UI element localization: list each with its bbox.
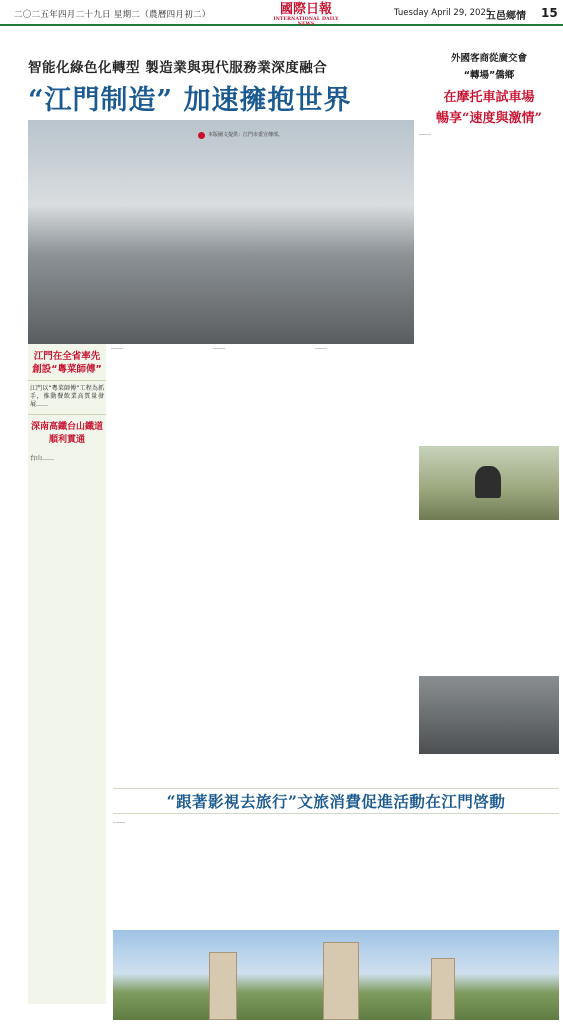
main-headline: “江門制造” 加速擁抱世界 [28,85,352,116]
sidebar-headline: 江門在全省率先創設“粵菜師傅” [28,344,106,381]
section-name: 五邑鄉情 [486,11,526,22]
bottom-headline: “跟著影視去旅行”文旅消費促進活動在江門啓動 [166,792,506,811]
date-cn: 二〇二五年四月二十九日 星期二（農曆四月初二） [14,10,211,20]
sidebar-body: 江門以“粵菜師傅”工程為抓手，推動餐飲業高質量發展…… [30,385,104,409]
riders-photo [419,676,559,754]
article-column-2: …… [213,344,225,351]
article-column-1: …… [111,344,123,351]
hero-photo [28,120,414,344]
bottom-article-body: …… [113,818,125,825]
right-article-header [419,50,559,126]
left-sidebar [28,344,106,1004]
page-header [0,0,563,26]
newspaper-logo: 國際日報 INTERNATIONAL DAILY NEWS [273,2,339,27]
watchtower-right [431,958,455,1020]
right-headline-1: 在摩托車試車場 [443,90,535,105]
sidebar-headline-2: 深南高鐵台山鐵道順利貫通 [28,414,106,451]
right-column-body: …… [419,130,431,137]
right-kicker-1: 外國客商從廣交會 [450,53,527,64]
motorcycle-figure [475,466,501,498]
motorcycle-photo [419,446,559,520]
watchtower-center [323,942,359,1020]
main-subtitle: 智能化綠色化轉型 製造業與現代服務業深度融合 [28,60,328,76]
right-headline-2: 暢享“速度與激情” [436,111,542,126]
article-column-3: …… [315,344,327,351]
photo-caption: 本版圖文提供：江門市委宣傳部。 [208,132,284,138]
right-kicker-2: “轉場”僑鄉 [463,70,515,81]
date-en: Tuesday April 29, 2025 [394,8,492,18]
sidebar-body-2: 台山…… [30,454,55,462]
diaolou-photo [113,930,559,1020]
page-number: 15 [541,6,558,20]
watchtower-left [209,952,237,1020]
camera-icon [198,132,205,139]
